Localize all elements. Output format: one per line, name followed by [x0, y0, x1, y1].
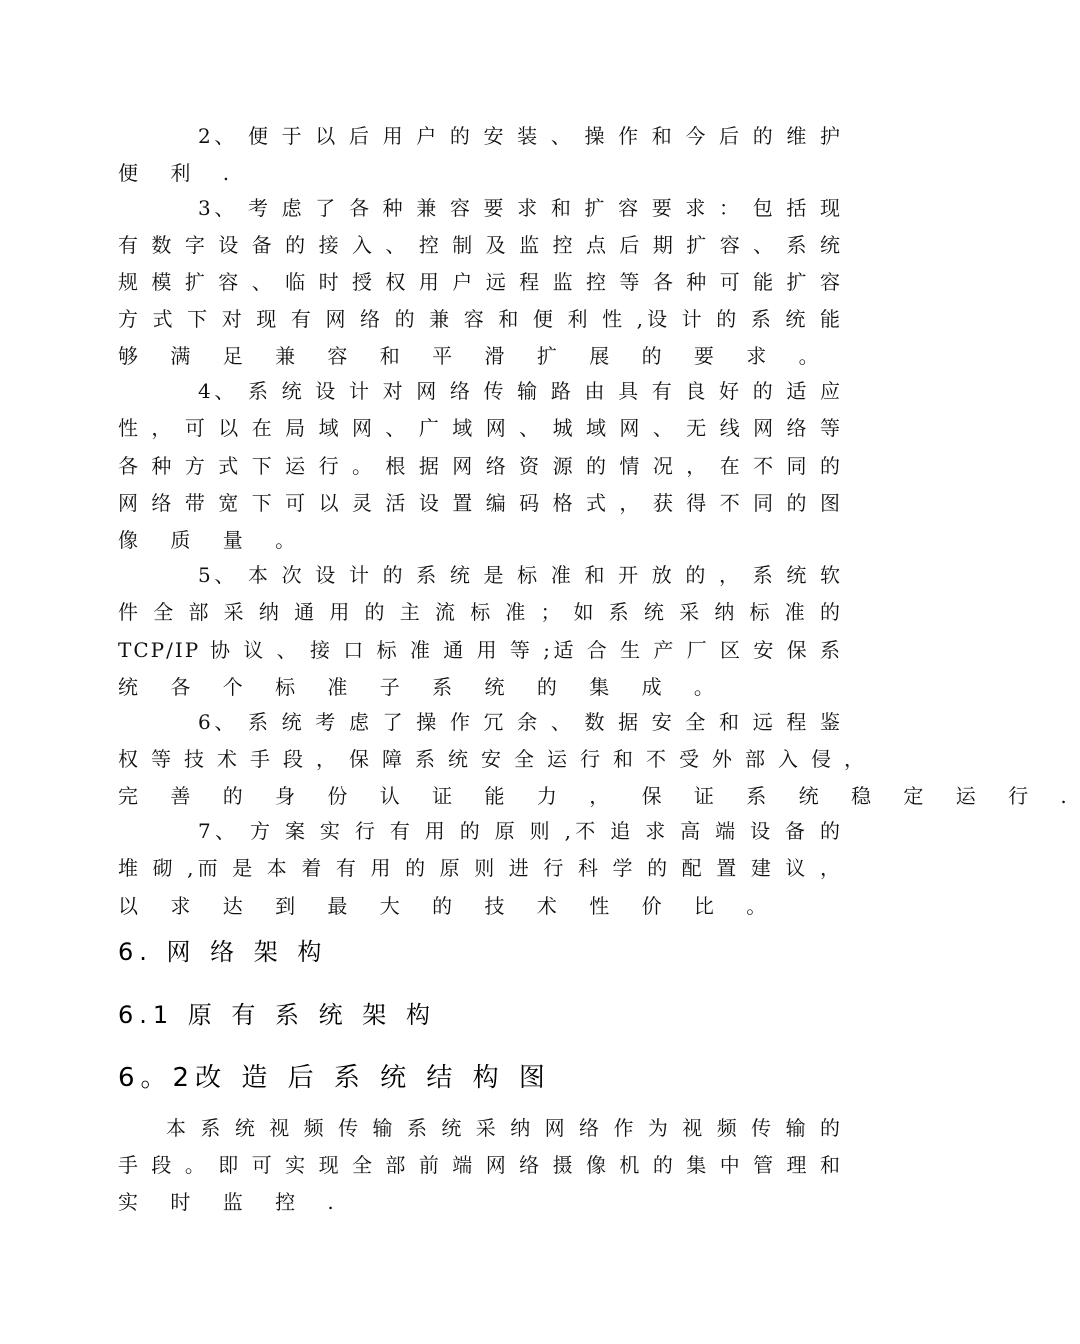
paragraph-6-line-3: 完 善 的 身 份 认 证 能 力 ， 保 证 系 统 稳 定 运 行 . — [118, 784, 1080, 808]
paragraph-5-line-1: 5、 本 次 设 计 的 系 统 是 标 准 和 开 放 的 ， 系 统 软 — [198, 563, 842, 587]
section-heading-original-architecture: 6.1 原 有 系 统 架 构 — [118, 1001, 436, 1029]
paragraph-7-line-2: 堆 砌 ,而 是 本 着 有 用 的 原 则 进 行 科 学 的 配 置 建 议 ， — [118, 856, 842, 880]
paragraph-4-line-2: 性 ， 可 以 在 局 域 网 、 广 域 网 、 城 域 网 、 无 线 网 络 等 — [118, 416, 842, 440]
paragraph-5-line-2: 件 全 部 采 纳 通 用 的 主 流 标 准 ； 如 系 统 采 纳 标 准 的 — [118, 600, 842, 624]
paragraph-4-line-3: 各 种 方 式 下 运 行 。 根 据 网 络 资 源 的 情 况 ， 在 不 同 的 — [118, 454, 842, 478]
paragraph-8-line-1: 本 系 统 视 频 传 输 系 统 采 纳 网 络 作 为 视 频 传 输 的 — [166, 1116, 842, 1140]
paragraph-8-line-3: 实 时 监 控 . — [118, 1190, 347, 1214]
section-heading-modified-architecture: 6。2改 造 后 系 统 结 构 图 — [118, 1063, 551, 1093]
paragraph-5-line-4: 统 各 个 标 准 子 系 统 的 集 成 。 — [118, 675, 727, 699]
paragraph-3-line-5: 够 满 足 兼 容 和 平 滑 扩 展 的 要 求 。 — [118, 344, 832, 368]
paragraph-8-line-2: 手 段 。 即 可 实 现 全 部 前 端 网 络 摄 像 机 的 集 中 管 理 和 — [118, 1153, 842, 1177]
paragraph-3-line-1: 3、 考 虑 了 各 种 兼 容 要 求 和 扩 容 要 求 ： 包 括 现 — [198, 196, 842, 220]
paragraph-7-line-3: 以 求 达 到 最 大 的 技 术 性 价 比 。 — [118, 894, 780, 918]
paragraph-3-line-4: 方 式 下 对 现 有 网 络 的 兼 容 和 便 利 性 ,设 计 的 系 统 能 — [118, 307, 842, 331]
paragraph-4-line-4: 网 络 带 宽 下 可 以 灵 活 设 置 编 码 格 式 ， 获 得 不 同 的 图 — [118, 491, 842, 515]
paragraph-3-line-3: 规 模 扩 容 、 临 时 授 权 用 户 远 程 监 控 等 各 种 可 能 扩 容 — [118, 270, 842, 294]
paragraph-3-line-2: 有 数 字 设 备 的 接 入 、 控 制 及 监 控 点 后 期 扩 容 、 系 统 — [118, 233, 842, 257]
paragraph-5-line-3: TCP/IP 协 议 、 接 口 标 准 通 用 等 ;适 合 生 产 厂 区 安 保 系 — [118, 638, 842, 662]
section-heading-network-architecture: 6. 网 络 架 构 — [118, 938, 328, 966]
paragraph-6-line-2: 权 等 技 术 手 段 ， 保 障 系 统 安 全 运 行 和 不 受 外 部 入 侵 ， — [118, 747, 866, 771]
paragraph-2-line-1: 2、 便 于 以 后 用 户 的 安 装 、 操 作 和 今 后 的 维 护 — [198, 124, 842, 148]
paragraph-4-line-5: 像 质 量 。 — [118, 528, 309, 552]
paragraph-4-line-1: 4、 系 统 设 计 对 网 络 传 输 路 由 具 有 良 好 的 适 应 — [198, 379, 842, 403]
paragraph-2-line-2: 便 利 . — [118, 161, 243, 185]
paragraph-7-line-1: 7、 方 案 实 行 有 用 的 原 则 ,不 追 求 高 端 设 备 的 — [198, 819, 842, 843]
paragraph-6-line-1: 6、 系 统 考 虑 了 操 作 冗 余 、 数 据 安 全 和 远 程 鉴 — [198, 710, 842, 734]
